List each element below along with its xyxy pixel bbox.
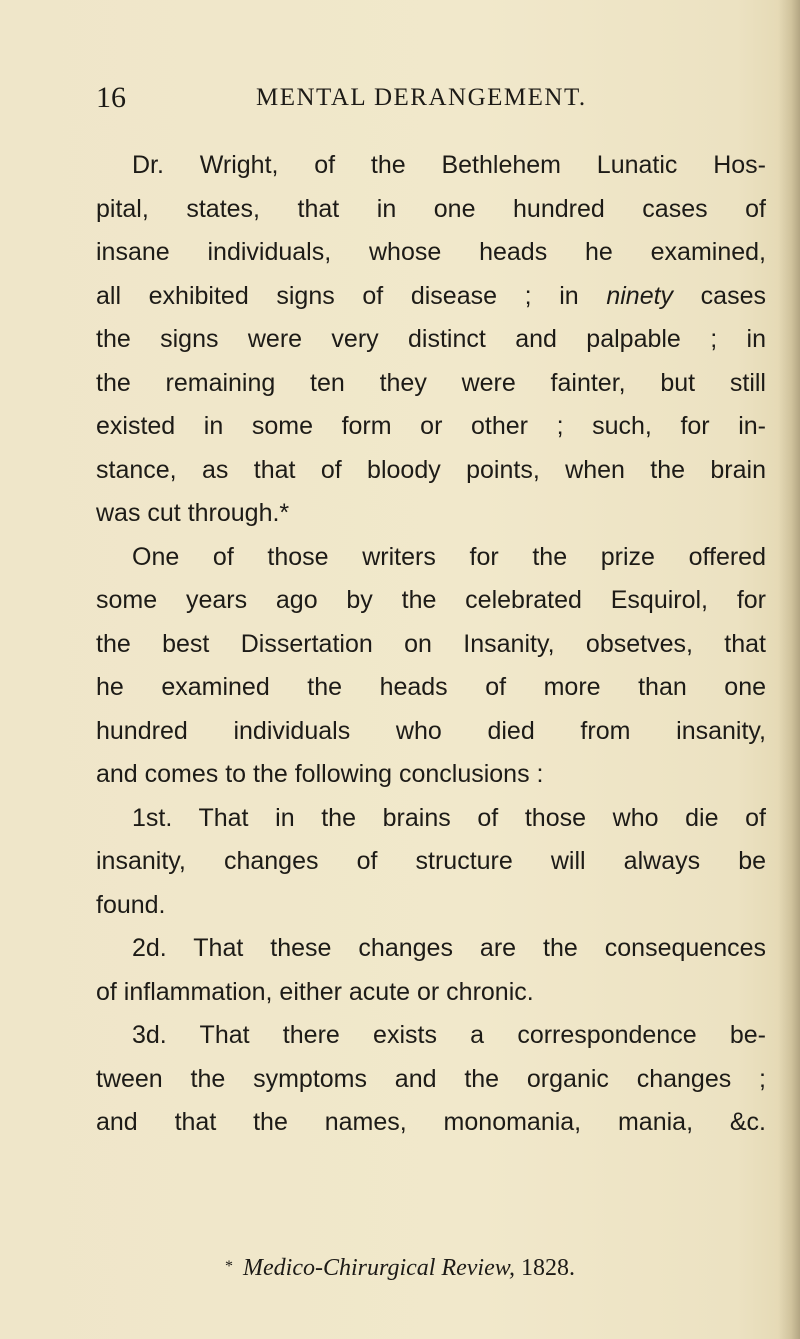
text-line: found. <box>96 890 166 919</box>
italic-word: ninety <box>606 281 674 310</box>
footnote <box>0 1252 800 1283</box>
text-line: existed in some form or other ; such, for in- <box>96 412 766 440</box>
text-line: some years ago by the celebrated Esquirol, for <box>96 586 766 614</box>
text-line: 2d. That these changes are the consequences <box>132 934 766 962</box>
text-line: insane individuals, whose heads he examined, <box>96 238 766 266</box>
text-line: tween the symptoms and the organic changes ; <box>96 1064 766 1093</box>
text-line: insanity, changes of structure will always be <box>96 847 766 875</box>
text-line: One of those writers for the prize offered <box>132 542 766 571</box>
text-line: Dr. Wright, of the Bethlehem Lunatic Hos- <box>132 151 766 179</box>
text-line: stance, as that of bloody points, when the brain <box>96 455 766 484</box>
text-line: he examined the heads of more than one <box>96 673 766 701</box>
text-line: was cut through.* <box>96 499 290 527</box>
page-header <box>96 80 736 116</box>
page-number: 16 <box>96 81 126 114</box>
footnote-year: 1828. <box>514 1255 575 1281</box>
page-edge-shadow <box>778 0 800 1339</box>
text-line: 1st. That in the brains of those who die of <box>132 803 766 832</box>
footnote-source-title: Medico-Chirurgical Review, <box>243 1255 515 1281</box>
text-line <box>96 275 766 319</box>
text-line: of inflammation, either acute or chronic. <box>96 977 534 1006</box>
text-line: 3d. That there exists a correspondence be- <box>132 1021 766 1049</box>
text-line: and that the names, monomania, mania, &c. <box>96 1108 766 1136</box>
text-segment: cases <box>673 281 766 310</box>
text-segment: all exhibited signs of disease ; in <box>96 281 607 310</box>
text-line: pital, states, that in one hundred cases of <box>96 194 766 223</box>
text-line: hundred individuals who died from insanity, <box>96 716 766 745</box>
text-line: the signs were very distinct and palpable ; in <box>96 325 766 353</box>
body-text <box>96 144 766 1145</box>
text-line: and comes to the following conclusions : <box>96 760 544 788</box>
running-head: MENTAL DERANGEMENT. <box>256 84 587 111</box>
text-line: the remaining ten they were fainter, but still <box>96 368 766 397</box>
text-line: the best Dissertation on Insanity, obsetves, that <box>96 629 766 658</box>
footnote-mark: * <box>225 1258 234 1275</box>
